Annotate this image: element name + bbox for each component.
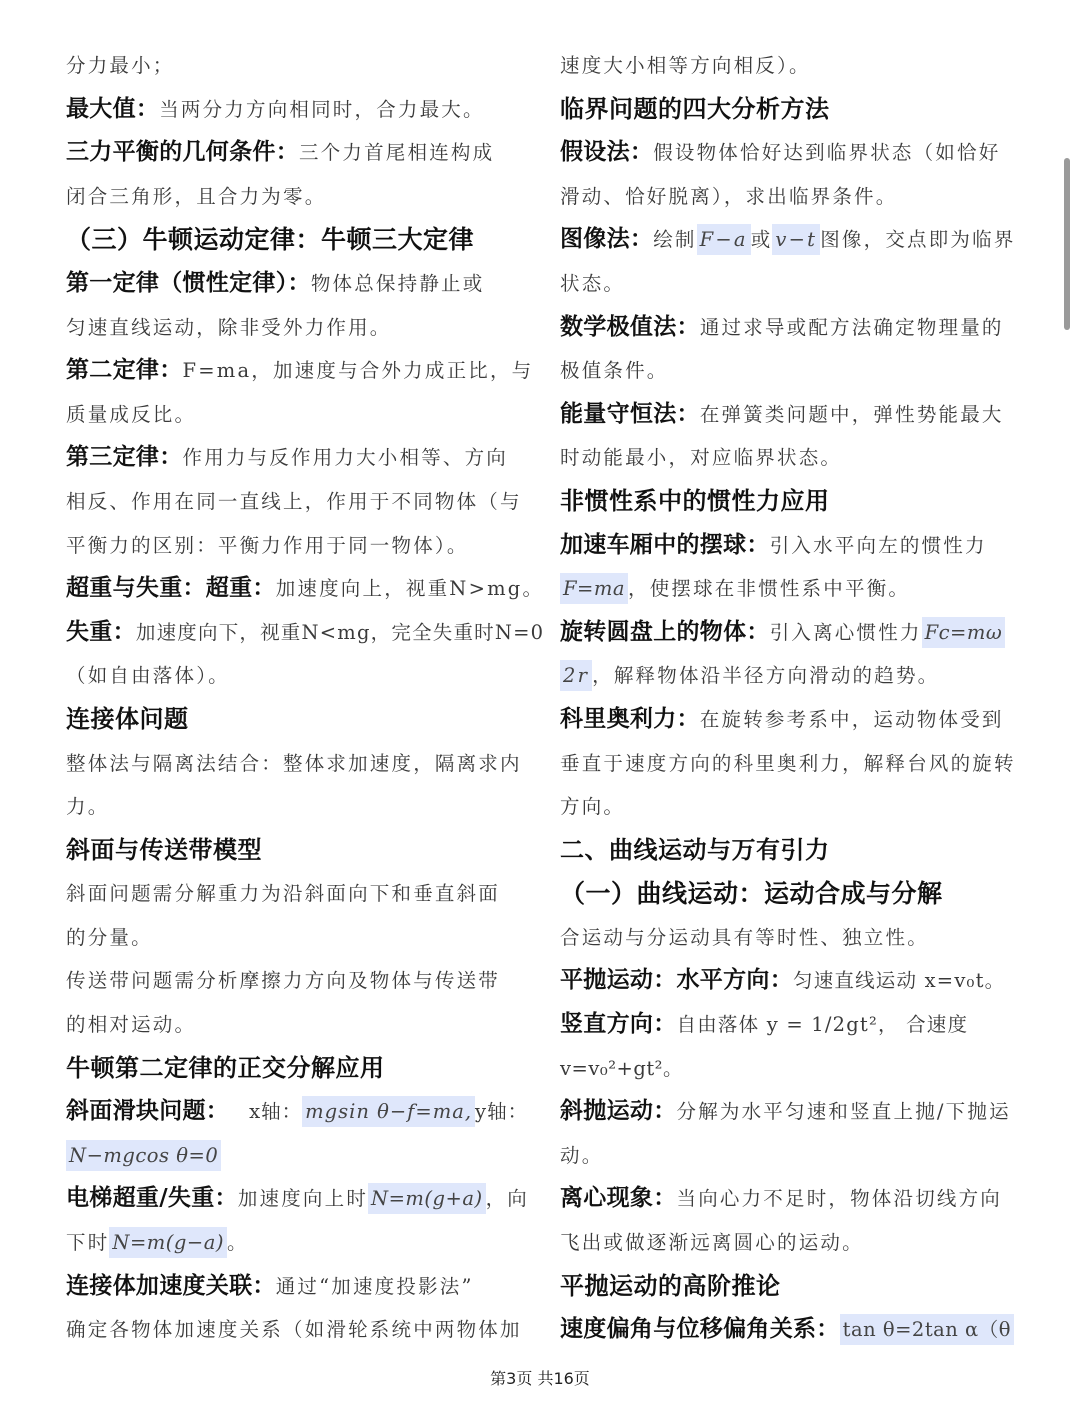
term-text: ，解释物体沿半径方向滑动的趋势。 bbox=[592, 664, 940, 688]
text-line: 匀速直线运动，除非受外力作用。 bbox=[66, 315, 392, 339]
term-text: 加速度向上时 bbox=[237, 1187, 369, 1211]
text-line bbox=[66, 567, 545, 611]
term-label: 超重与失重：超重： bbox=[66, 575, 276, 602]
term-label: 连接体加速度关联： bbox=[66, 1272, 276, 1299]
text-line bbox=[560, 611, 1018, 655]
text-line: （如自由落体）。 bbox=[66, 664, 230, 688]
section-heading: 二、曲线运动与万有引力 bbox=[560, 835, 830, 864]
section-heading: （三）牛顿运动定律：牛顿三大定律 bbox=[66, 225, 475, 255]
term-text: 下时 bbox=[66, 1231, 110, 1255]
text-line bbox=[560, 218, 1018, 262]
term-text: 或 bbox=[750, 228, 773, 252]
term-label: 斜抛运动： bbox=[560, 1098, 677, 1125]
text-line: 飞出或做逐渐远离圆心的运动。 bbox=[560, 1231, 864, 1255]
term-text: 引入离心惯性力 bbox=[769, 620, 922, 644]
term-text: 物体总保持静止或 bbox=[310, 271, 485, 295]
term-label: 第三定律： bbox=[66, 444, 183, 471]
text-line: 动。 bbox=[560, 1143, 604, 1167]
term-label: 旋转圆盘上的物体： bbox=[560, 618, 770, 645]
section-heading: （一）曲线运动：运动合成与分解 bbox=[560, 879, 943, 909]
term-label: 速度偏角与位移偏角关系： bbox=[560, 1316, 840, 1343]
formula: N=m(g+a) bbox=[368, 1183, 486, 1214]
text-line bbox=[66, 1221, 526, 1265]
term-label: 平抛运动：水平方向： bbox=[560, 967, 793, 994]
term-text: 在弹簧类问题中，弹性势能最大 bbox=[699, 402, 1004, 426]
formula: Fc=mω bbox=[922, 617, 1006, 648]
formula: v−t bbox=[772, 224, 820, 255]
text-line bbox=[66, 131, 526, 175]
formula: mgsin θ−f=ma, bbox=[302, 1096, 475, 1127]
text-line bbox=[560, 524, 1018, 568]
text-line: 传送带问题需分析摩擦力方向及物体与传送带 bbox=[66, 969, 501, 993]
term-text: y轴： bbox=[475, 1100, 529, 1124]
text-line bbox=[560, 1003, 1018, 1047]
term-label: 竖直方向： bbox=[560, 1011, 677, 1038]
term-label: 离心现象： bbox=[560, 1185, 677, 1212]
formula: N−mgcos θ=0 bbox=[66, 1140, 221, 1171]
term-label: 电梯超重/失重： bbox=[66, 1185, 238, 1212]
formula: 2r bbox=[560, 660, 592, 691]
text-line: 极值条件。 bbox=[560, 359, 669, 383]
term-text: 加速度向上，视重N>mg。 bbox=[275, 577, 545, 601]
text-line bbox=[66, 1177, 529, 1221]
term-text: ，使摆球在非惯性系中平衡。 bbox=[628, 577, 911, 601]
text-line bbox=[560, 131, 1018, 175]
section-heading: 临界问题的四大分析方法 bbox=[560, 94, 830, 123]
term-text: 。 bbox=[226, 1231, 249, 1255]
term-text: 当向心力不足时，物体沿切线方向 bbox=[676, 1187, 1003, 1211]
text-line bbox=[66, 436, 526, 480]
formula: tan θ=2tan α（θ bbox=[840, 1314, 1014, 1345]
section-heading: 平抛运动的高阶推论 bbox=[560, 1271, 781, 1300]
text-line: 力。 bbox=[66, 795, 110, 819]
term-label: 能量守恒法： bbox=[560, 400, 700, 427]
text-line: 的分量。 bbox=[66, 925, 153, 949]
text-line bbox=[66, 349, 534, 393]
text-line: 合运动与分运动具有等时性、独立性。 bbox=[560, 925, 929, 949]
text-line: 确定各物体加速度关系（如滑轮系统中两物体加 bbox=[66, 1318, 522, 1342]
text-line: 相反、作用在同一直线上，作用于不同物体（与 bbox=[66, 489, 522, 513]
scrollbar-thumb[interactable] bbox=[1064, 158, 1070, 330]
text-line bbox=[66, 1090, 529, 1134]
section-heading: 连接体问题 bbox=[66, 704, 189, 733]
text-line: 的相对运动。 bbox=[66, 1013, 197, 1037]
term-label: 图像法： bbox=[560, 226, 654, 253]
term-label: 第一定律（惯性定律）： bbox=[66, 269, 311, 296]
text-line: 方向。 bbox=[560, 795, 626, 819]
text-line: 平衡力的区别：平衡力作用于同一物体）。 bbox=[66, 533, 469, 557]
term-text: 加速度向下，视重N<mg，完全失重时N=0 bbox=[135, 620, 545, 644]
term-label: 假设法： bbox=[560, 139, 654, 166]
formula: N=m(g−a) bbox=[109, 1227, 227, 1258]
term-text: 三个力首尾相连构成 bbox=[299, 141, 495, 165]
term-label: 数学极值法： bbox=[560, 313, 700, 340]
term-label: 第二定律： bbox=[66, 357, 183, 384]
term-text: 作用力与反作用力大小相等、方向 bbox=[182, 446, 509, 470]
text-line bbox=[560, 567, 1018, 611]
text-line bbox=[560, 306, 1018, 350]
section-heading: 非惯性系中的惯性力应用 bbox=[560, 486, 830, 515]
term-label: 科里奥利力： bbox=[560, 705, 700, 732]
term-text: 引入水平向左的惯性力 bbox=[769, 533, 987, 557]
term-text: 通过“加速度投影法” bbox=[275, 1274, 474, 1298]
text-line bbox=[66, 262, 526, 306]
term-text: 自由落体 y = 1/2gt²， 合速度 bbox=[676, 1013, 969, 1037]
term-text: 绘制 bbox=[653, 228, 697, 252]
text-line bbox=[66, 611, 545, 655]
term-label: 最大值： bbox=[66, 95, 160, 122]
right-column bbox=[560, 44, 1018, 1352]
term-text: 通过求导或配方法确定物理量的 bbox=[699, 315, 1004, 339]
text-line: 状态。 bbox=[560, 271, 626, 295]
text-line bbox=[560, 1090, 1018, 1134]
text-line bbox=[66, 88, 526, 132]
term-text: 图像，交点即为临界 bbox=[820, 228, 1016, 252]
text-line: v=v₀²+gt²。 bbox=[560, 1056, 683, 1080]
term-label: 加速车厢中的摆球： bbox=[560, 531, 770, 558]
text-line bbox=[66, 1265, 526, 1309]
text-line bbox=[560, 393, 1018, 437]
text-line: 分力最小； bbox=[66, 54, 175, 77]
text-line: 质量成反比。 bbox=[66, 402, 197, 426]
term-text: 匀速直线运动 x=v₀t。 bbox=[793, 969, 1006, 993]
formula: F=ma bbox=[560, 573, 628, 604]
left-column bbox=[66, 44, 545, 1352]
term-text: 假设物体恰好达到临界状态（如恰好 bbox=[653, 141, 1001, 165]
term-text: ，向 bbox=[485, 1187, 529, 1211]
text-line: 整体法与隔离法结合：整体求加速度，隔离求内 bbox=[66, 751, 522, 775]
text-line: 速度大小相等方向相反）。 bbox=[560, 54, 811, 77]
term-text: 在旋转参考系中，运动物体受到 bbox=[699, 707, 1004, 731]
term-text: 分解为水平匀速和竖直上抛/下抛运 bbox=[676, 1100, 1011, 1124]
term-label: 三力平衡的几何条件： bbox=[66, 139, 299, 166]
text-line bbox=[66, 1134, 526, 1178]
text-line: 斜面问题需分解重力为沿斜面向下和垂直斜面 bbox=[66, 882, 501, 906]
term-text: 当两分力方向相同时，合力最大。 bbox=[159, 97, 485, 121]
term-label: 失重： bbox=[66, 618, 136, 645]
text-line: 滑动、恰好脱离），求出临界条件。 bbox=[560, 184, 898, 208]
term-text: x轴： bbox=[249, 1100, 303, 1124]
text-line bbox=[560, 1177, 1018, 1221]
term-label: 斜面滑块问题： bbox=[66, 1098, 230, 1125]
text-line bbox=[560, 654, 1018, 698]
page-number-footer: 第3页 共16页 bbox=[490, 1369, 590, 1388]
text-line bbox=[560, 698, 1018, 742]
section-heading: 斜面与传送带模型 bbox=[66, 835, 262, 864]
text-line bbox=[560, 959, 1018, 1003]
text-line: 垂直于速度方向的科里奥利力，解释台风的旋转 bbox=[560, 751, 1016, 775]
text-line bbox=[560, 1308, 1018, 1352]
text-line: 时动能最小，对应临界状态。 bbox=[560, 446, 843, 470]
text-line: 闭合三角形，且合力为零。 bbox=[66, 184, 327, 208]
term-text: F=ma，加速度与合外力成正比，与 bbox=[182, 359, 534, 383]
formula: F−a bbox=[697, 224, 751, 255]
section-heading: 牛顿第二定律的正交分解应用 bbox=[66, 1053, 385, 1082]
